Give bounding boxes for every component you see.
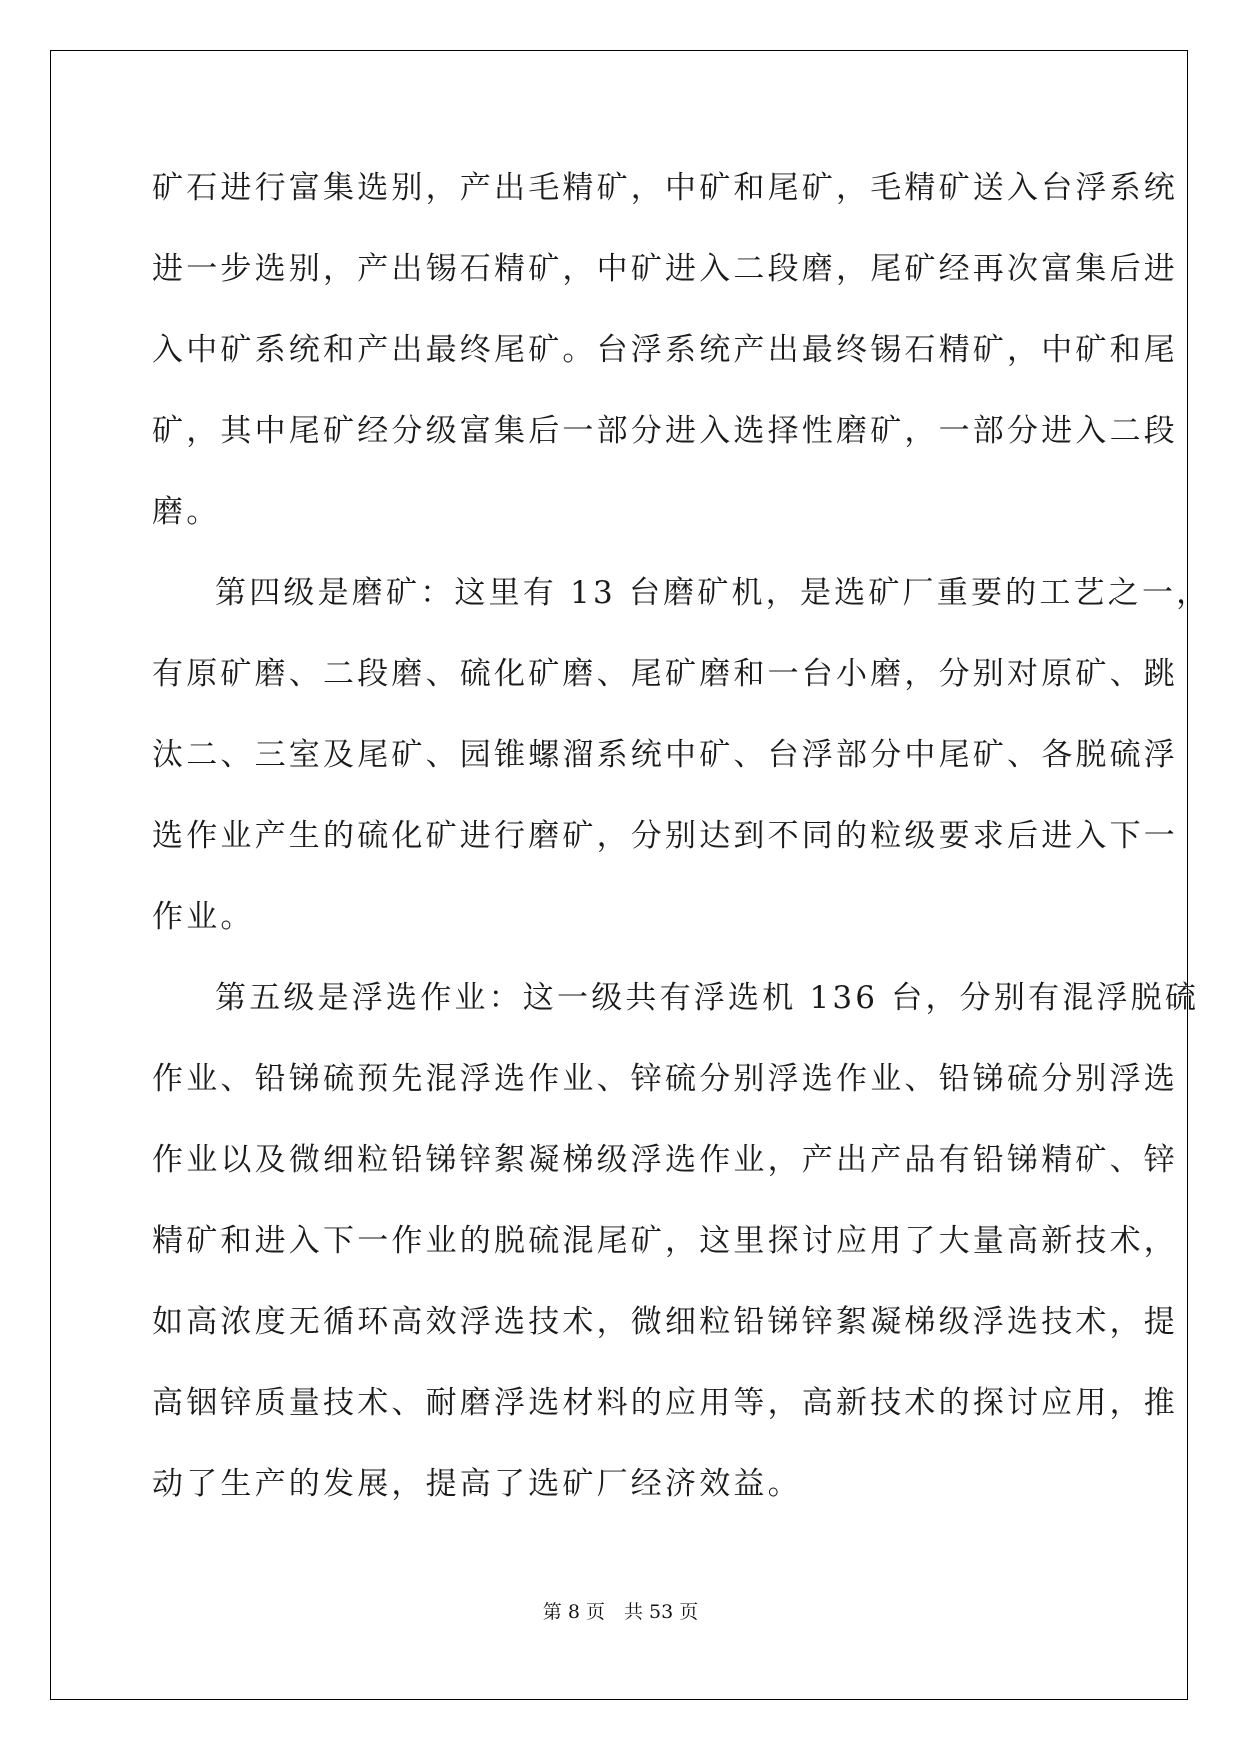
text-line: 磨。	[152, 494, 221, 530]
text-line: 第五级是浮选作业：这一级共有浮选机 136 台，分别有混浮脱硫	[215, 980, 1200, 1016]
page-footer	[0, 1597, 1241, 1624]
document-body	[152, 164, 1211, 1541]
page-number: 第 8 页 共 53 页	[542, 1601, 699, 1623]
text-line: 如高浓度无循环高效浮选技术，微细粒铅锑锌絮凝梯级浮选技术，提	[152, 1304, 1178, 1340]
text-line: 进一步选别，产出锡石精矿，中矿进入二段磨，尾矿经再次富集后进	[152, 251, 1178, 287]
text-line: 第四级是磨矿：这里有 13 台磨矿机，是选矿厂重要的工艺之一，	[215, 575, 1211, 611]
text-line: 矿，其中尾矿经分级富集后一部分进入选择性磨矿，一部分进入二段	[152, 413, 1178, 449]
text-line: 汰二、三室及尾矿、园锥螺溜系统中矿、台浮部分中尾矿、各脱硫浮	[152, 737, 1178, 773]
text-line: 作业、铅锑硫预先混浮选作业、锌硫分别浮选作业、铅锑硫分别浮选	[152, 1061, 1178, 1097]
text-line: 高铟锌质量技术、耐磨浮选材料的应用等，高新技术的探讨应用，推	[152, 1385, 1178, 1421]
text-line: 作业。	[152, 899, 255, 935]
text-line: 精矿和进入下一作业的脱硫混尾矿，这里探讨应用了大量高新技术，	[152, 1223, 1178, 1259]
text-line: 作业以及微细粒铅锑锌絮凝梯级浮选作业，产出产品有铅锑精矿、锌	[152, 1142, 1178, 1178]
text-line: 矿石进行富集选别，产出毛精矿，中矿和尾矿，毛精矿送入台浮系统	[152, 170, 1178, 206]
text-line: 入中矿系统和产出最终尾矿。台浮系统产出最终锡石精矿，中矿和尾	[152, 332, 1178, 368]
text-line: 动了生产的发展，提高了选矿厂经济效益。	[152, 1466, 802, 1502]
text-line: 选作业产生的硫化矿进行磨矿，分别达到不同的粒级要求后进入下一	[152, 818, 1178, 854]
text-line: 有原矿磨、二段磨、硫化矿磨、尾矿磨和一台小磨，分别对原矿、跳	[152, 656, 1178, 692]
